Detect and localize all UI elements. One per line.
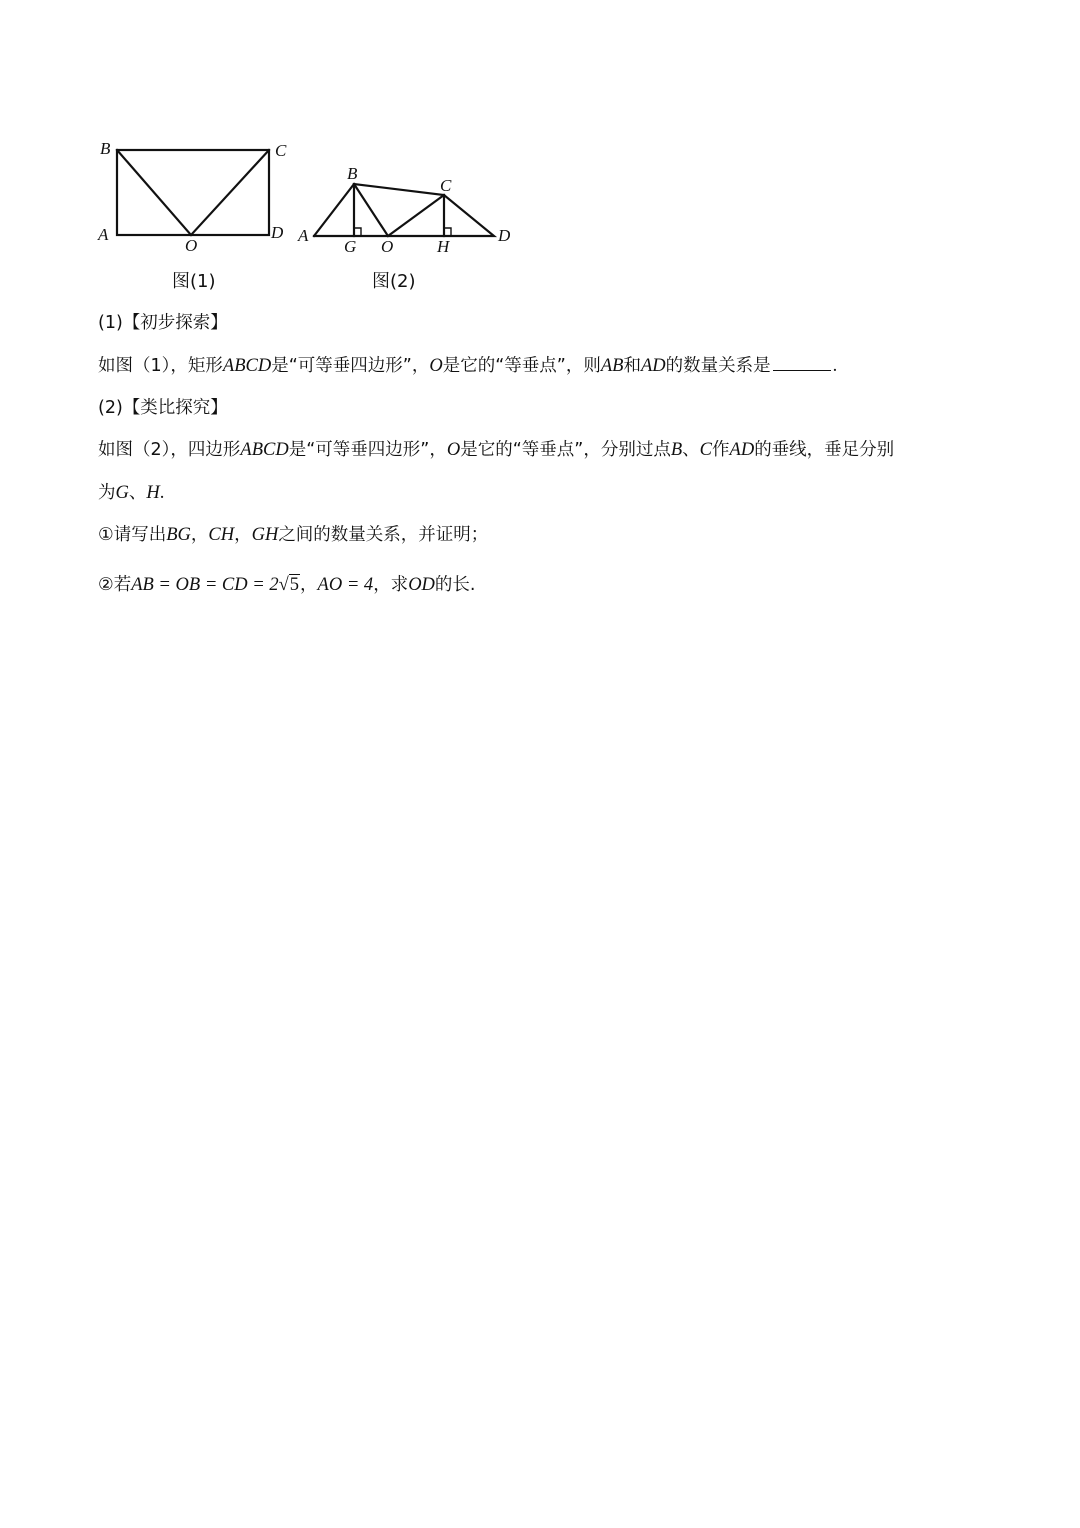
math: O <box>446 440 461 460</box>
part-1-question <box>98 353 837 378</box>
text: 如图（1），矩形 <box>98 356 223 376</box>
text: 如图（2），四边形 <box>98 440 241 460</box>
text: 是它的“等垂点”，分别过点 <box>460 440 671 460</box>
quadrilateral-abcd <box>314 184 494 236</box>
math: O <box>429 356 443 376</box>
math: AB <box>600 356 624 376</box>
text: ，求 <box>373 575 409 595</box>
math: ABCD <box>240 440 289 460</box>
math: CH <box>208 525 235 545</box>
period: . <box>159 483 165 503</box>
segment-co <box>191 150 269 235</box>
part-2-intro-line-1 <box>98 438 894 462</box>
figure-2-quadrilateral <box>292 160 522 260</box>
text: ， <box>234 525 252 545</box>
label-a: A <box>98 225 109 244</box>
label-c: C <box>275 141 287 160</box>
rectangle-abcd <box>117 150 269 235</box>
text: ， <box>190 525 209 545</box>
part-2-intro-line-2 <box>98 481 164 505</box>
math: G <box>115 483 129 503</box>
label-b: B <box>347 164 358 183</box>
text: 、 <box>128 483 147 503</box>
math: AD <box>729 440 755 460</box>
text: ①请写出 <box>98 525 167 545</box>
label-o: O <box>185 236 198 255</box>
math: C <box>699 440 713 460</box>
label-h: H <box>437 237 450 256</box>
text: 、 <box>682 440 700 460</box>
text: 是“可等垂四边形”， <box>288 440 447 460</box>
text: 的数量关系是 <box>665 356 771 376</box>
text: ②若 <box>98 575 132 595</box>
period: . <box>832 356 838 376</box>
label-b: B <box>100 139 111 158</box>
text: 是它的“等垂点”，则 <box>442 356 601 376</box>
figure-1-caption: 图(1) <box>172 271 216 292</box>
sqrt-sign: √ <box>278 575 289 595</box>
segment-bo <box>117 150 191 235</box>
sub-question-1 <box>98 523 488 547</box>
text: 之间的数量关系，并证明； <box>278 525 489 545</box>
figure-1-rectangle <box>90 130 300 260</box>
radicand: 5 <box>289 575 300 595</box>
text: 的垂线，垂足分别 <box>754 440 895 460</box>
part-2-heading: (2)【类比探究】 <box>98 398 228 418</box>
label-d: D <box>498 226 511 245</box>
math: BG <box>166 525 191 545</box>
sub-question-2 <box>98 573 476 597</box>
text: 和 <box>623 356 641 376</box>
label-d: D <box>271 223 284 242</box>
math: AD <box>640 356 666 376</box>
figure-2-caption: 图(2) <box>372 271 416 292</box>
text: 为 <box>98 483 116 503</box>
text: ， <box>300 575 318 595</box>
label-a: A <box>298 226 309 245</box>
math: B <box>670 440 683 460</box>
math: H <box>146 483 160 503</box>
part-1-heading: (1)【初步探索】 <box>98 313 228 333</box>
equation: AB = OB = CD = 2 <box>131 575 279 595</box>
label-o: O <box>381 237 394 256</box>
label-g: G <box>344 237 357 256</box>
label-c: C <box>440 176 452 195</box>
text: 是“可等垂四边形”， <box>271 356 430 376</box>
equation: AO = 4 <box>317 575 374 595</box>
answer-blank[interactable] <box>773 353 831 371</box>
text: 作 <box>712 440 730 460</box>
math: OD <box>408 575 435 595</box>
segment-co <box>388 195 444 236</box>
math: ABCD <box>222 356 272 376</box>
text: 的长. <box>434 575 476 595</box>
math: GH <box>251 525 279 545</box>
